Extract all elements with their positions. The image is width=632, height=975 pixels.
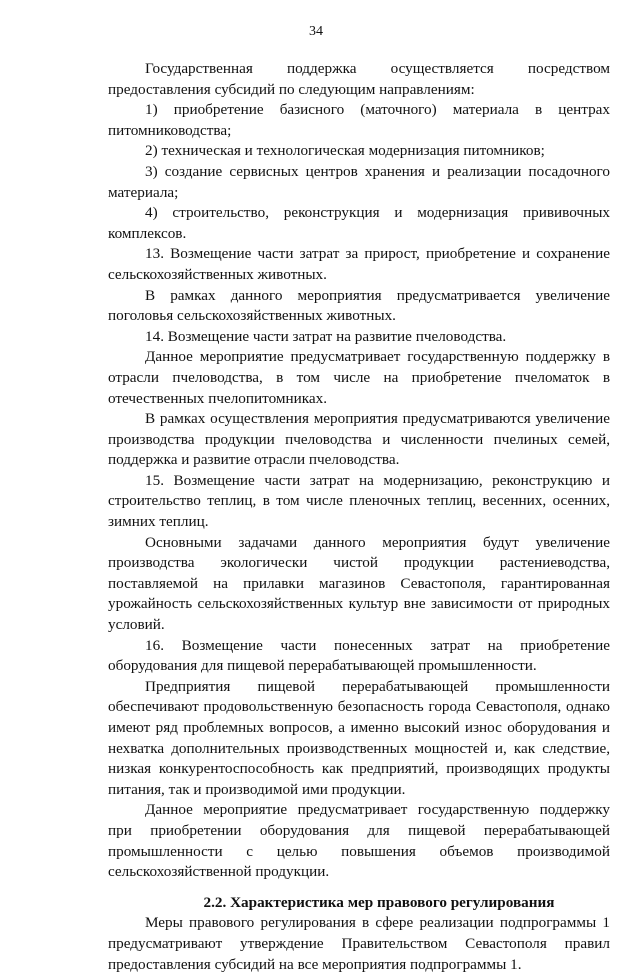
paragraph: Меры правового регулирования в сфере реализации подпрограммы 1 предусматривают утверждение Правительством Севастополя правил предоставления субсидий на все мероприятия подпрограммы 1. bbox=[108, 914, 610, 973]
page-number: 34 bbox=[309, 24, 323, 39]
paragraph: В рамках данного мероприятия предусматривается увеличение поголовья сельскохозяйственных животных. bbox=[108, 286, 610, 325]
list-item: 3) создание сервисных центров хранения и реализации посадочного материала; bbox=[108, 162, 610, 201]
paragraph: 16. Возмещение части понесенных затрат на приобретение оборудования для пищевой перерабатывающей промышленности. bbox=[108, 636, 610, 675]
paragraph: 13. Возмещение части затрат за прирост, приобретение и сохранение сельскохозяйственных животных. bbox=[108, 245, 610, 283]
paragraph: Государственная поддержка осуществляется посредством предоставления субсидий по следующим направлениям: bbox=[108, 60, 610, 98]
paragraph: В рамках осуществления мероприятия предусматриваются увеличение производства продукции пчеловодства и численности пчелиных семей, поддержка и развитие отрасли пчеловодства. bbox=[108, 410, 610, 469]
document-body bbox=[108, 59, 610, 975]
paragraph: Основными задачами данного мероприятия будут увеличение производства экологически чистой продукции растениеводства, поставляемой на прилавки магазинов Севастополя, гарантированная урожайность сельскохозяйственных культур вне зависимости от природных условий. bbox=[108, 533, 610, 634]
paragraph: 14. Возмещение части затрат на развитие пчеловодства. bbox=[145, 327, 507, 345]
paragraph: Предприятия пищевой перерабатывающей промышленности обеспечивают продовольственную безопасность города Севастополя, однако имеют ряд проблемных вопросов, а именно высокий износ оборудования и нехватка дополнительных производственных мощностей и, как следствие, низкая конкурентоспособность как предприятий, производящих продукты питания, так и производимой ими продукции. bbox=[108, 677, 610, 798]
section-heading: 2.2. Характеристика мер правового регулирования bbox=[203, 893, 555, 911]
paragraph: Данное мероприятие предусматривает государственную поддержку при приобретении оборудования для пищевой перерабатывающей промышленности с целью повышения объемов производимой сельскохозяйственной продукции. bbox=[108, 801, 610, 881]
list-item: 2) техническая и технологическая модернизация питомников; bbox=[145, 142, 545, 160]
list-item: 4) строительство, реконструкция и модернизация прививочных комплексов. bbox=[108, 204, 610, 242]
list-item: 1) приобретение базисного (маточного) материала в центрах питомниководства; bbox=[108, 101, 610, 139]
paragraph: 15. Возмещение части затрат на модернизацию, реконструкцию и строительство теплиц, в том числе пленочных теплиц, весенних, осенних, зимних теплиц. bbox=[108, 471, 610, 531]
paragraph: Данное мероприятие предусматривает государственную поддержку в отрасли пчеловодства, в том числе на приобретение пчеломаток в отечественных пчелопитомниках. bbox=[108, 348, 610, 407]
